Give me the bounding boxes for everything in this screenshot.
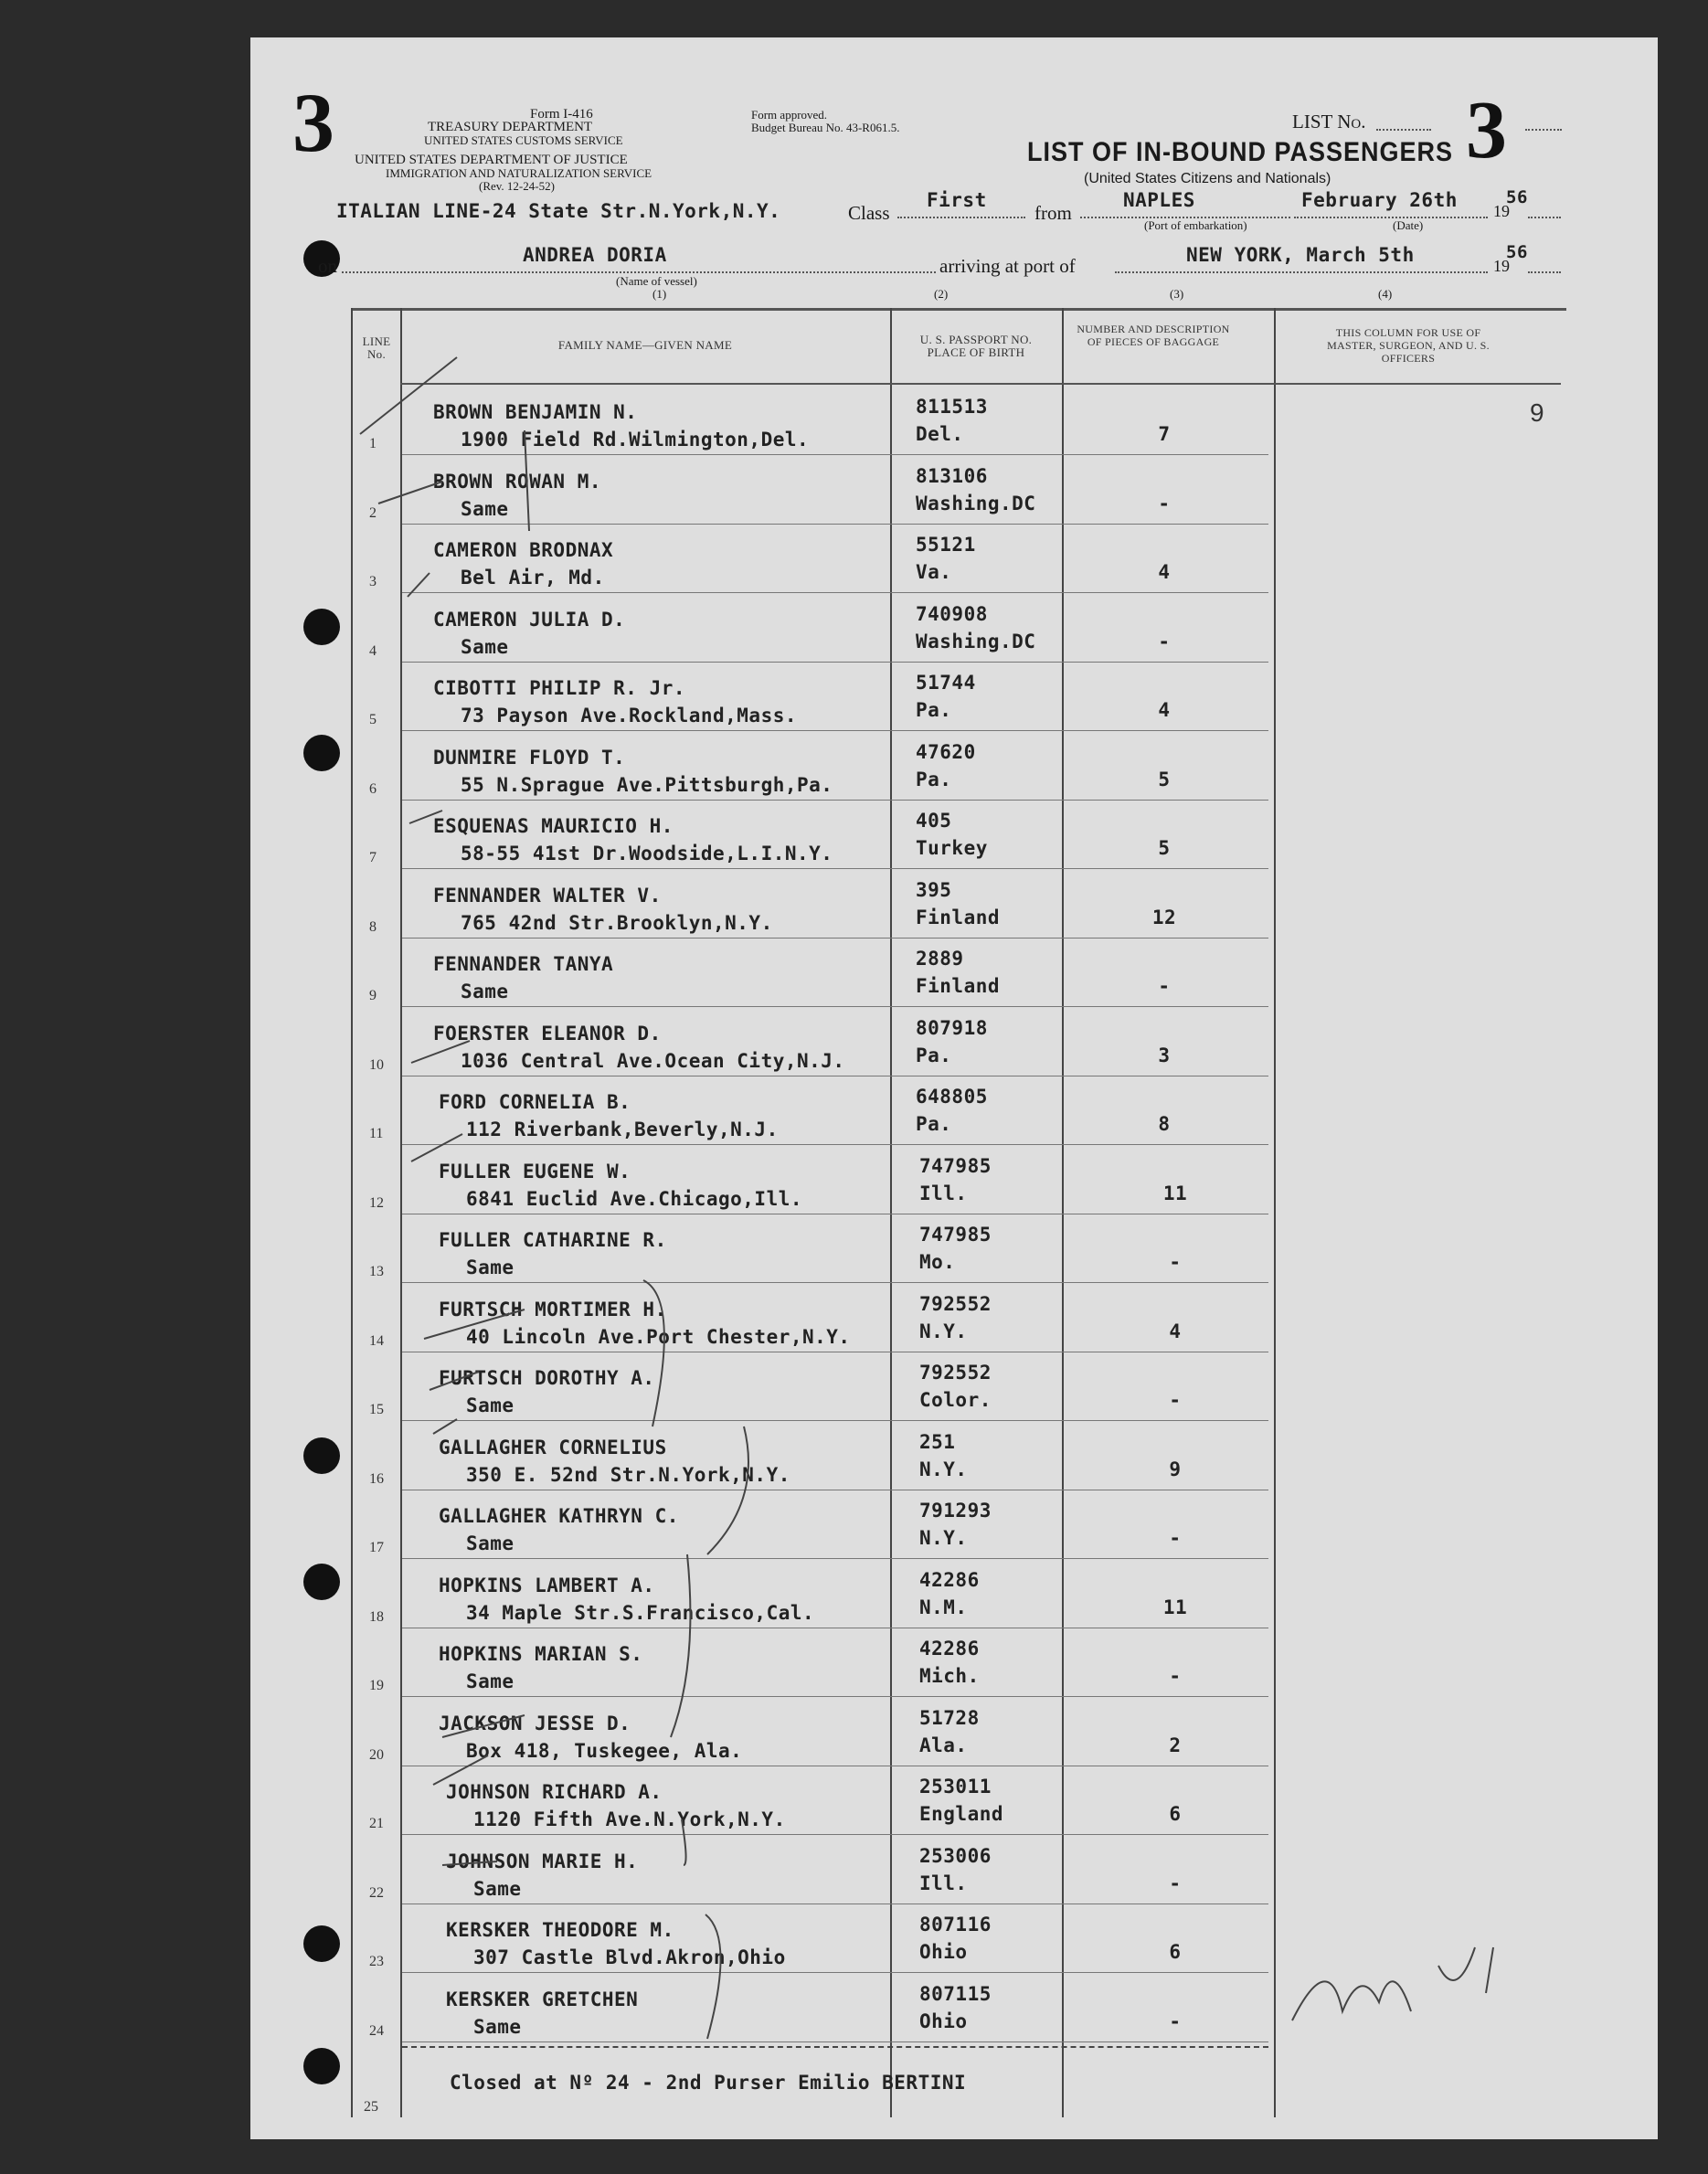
passport-number: 42286 (919, 1568, 980, 1591)
passenger-name: JACKSON JESSE D. (439, 1712, 631, 1734)
passenger-address: Box 418, Tuskegee, Ala. (466, 1739, 743, 1762)
baggage-count: 4 (1158, 699, 1171, 721)
passenger-address: Same (473, 1877, 522, 1900)
baggage-count: - (1169, 1872, 1182, 1894)
list-no-value: 3 (1466, 85, 1507, 175)
place-of-birth: England (919, 1803, 1004, 1825)
baggage-count: 3 (1158, 1044, 1171, 1066)
passenger-address: 73 Payson Ave.Rockland,Mass. (461, 705, 798, 726)
place-of-birth: Pa. (916, 768, 952, 790)
passenger-address: 40 Lincoln Ave.Port Chester,N.Y. (466, 1325, 851, 1348)
place-of-birth: Finland (916, 975, 1001, 997)
passenger-address: Same (466, 1670, 515, 1692)
line-number: 15 (369, 1402, 384, 1417)
from-label: from (1034, 202, 1072, 224)
passenger-name: BROWN ROWAN M. (433, 470, 602, 493)
embarkation-date: February 26th (1301, 189, 1458, 211)
passenger-address: 765 42nd Str.Brooklyn,N.Y. (461, 911, 773, 934)
line-number: 11 (369, 1126, 384, 1141)
line-number: 16 (369, 1470, 384, 1487)
place-of-birth: Mo. (919, 1251, 956, 1273)
passenger-name: CAMERON BRODNAX (433, 539, 614, 561)
col-header-officers: THIS COLUMN FOR USE OF MASTER, SURGEON, AND U. S. OFFICERS (1327, 326, 1490, 365)
passport-number: 251 (919, 1430, 956, 1453)
place-of-birth: Pa. (916, 1044, 952, 1066)
passenger-address: 6841 Euclid Ave.Chicago,Ill. (466, 1187, 803, 1210)
passenger-name: CAMERON JULIA D. (433, 608, 626, 631)
passenger-address: Same (466, 1257, 515, 1278)
passenger-address: 1120 Fifth Ave.N.York,N.Y. (473, 1808, 786, 1830)
ins-service: IMMIGRATION AND NATURALIZATION SERVICE (386, 166, 652, 180)
line-number: 19 (369, 1678, 384, 1693)
officer-annotation: 9 (1530, 398, 1544, 427)
passenger-name: JOHNSON MARIE H. (446, 1850, 639, 1872)
passenger-name: FORD CORNELIA B. (439, 1091, 631, 1113)
shipping-agent: ITALIAN LINE-24 State Str.N.York,N.Y. (336, 200, 781, 222)
passenger-name: HOPKINS MARIAN S. (439, 1643, 643, 1665)
vessel-name: ANDREA DORIA (523, 244, 667, 266)
baggage-count: - (1169, 1665, 1182, 1687)
passport-number: 813106 (916, 464, 988, 487)
col-num-1: (1) (652, 287, 667, 301)
passenger-address: 1036 Central Ave.Ocean City,N.J. (461, 1049, 845, 1072)
passenger-name: FURTSCH DOROTHY A. (439, 1367, 655, 1389)
place-of-birth: Washing.DC (916, 630, 1036, 652)
passenger-name: ESQUENAS MAURICIO H. (433, 815, 674, 837)
revision: (Rev. 12-24-52) (479, 179, 555, 193)
col-num-4: (4) (1378, 287, 1393, 301)
passenger-name: DUNMIRE FLOYD T. (433, 746, 626, 769)
passport-number: 253006 (919, 1844, 992, 1867)
baggage-count: 4 (1158, 561, 1171, 583)
place-of-birth: Pa. (916, 699, 952, 721)
line-number: 20 (369, 1746, 384, 1763)
year-2: 56 (1506, 242, 1528, 262)
line-number: 17 (369, 1540, 384, 1555)
closing-line-number: 25 (364, 2099, 378, 2115)
passenger-address: 112 Riverbank,Beverly,N.J. (466, 1119, 779, 1140)
date-caption: (Date) (1393, 218, 1424, 232)
year-prefix-1: 19 (1493, 202, 1510, 220)
line-number: 2 (369, 504, 377, 521)
passenger-address: 1900 Field Rd.Wilmington,Del. (461, 429, 810, 451)
baggage-count: 2 (1169, 1734, 1182, 1756)
pencil-check-marks (250, 37, 1658, 2139)
line-number: 22 (369, 1884, 384, 1901)
passenger-address: 307 Castle Blvd.Akron,Ohio (473, 1946, 786, 1968)
line-number: 8 (369, 918, 377, 935)
passport-number: 55121 (916, 534, 976, 556)
passenger-name: KERSKER THEODORE M. (446, 1919, 674, 1941)
passenger-address: Bel Air, Md. (461, 567, 605, 589)
passport-number: 395 (916, 878, 952, 901)
line-number: 12 (369, 1194, 384, 1211)
customs-service: UNITED STATES CUSTOMS SERVICE (424, 133, 623, 147)
passenger-name: BROWN BENJAMIN N. (433, 401, 638, 423)
passenger-name: FURTSCH MORTIMER H. (439, 1298, 667, 1320)
line-number: 4 (369, 642, 377, 659)
place-of-birth: Ill. (919, 1182, 968, 1204)
place-of-birth: N.Y. (919, 1320, 968, 1342)
baggage-count: - (1169, 2010, 1182, 2032)
treasury-dept: TREASURY DEPARTMENT (428, 120, 593, 134)
form-number: Form I-416 (530, 107, 593, 122)
passenger-address: Same (461, 497, 509, 520)
passport-number: 2889 (916, 948, 964, 970)
passenger-address: 34 Maple Str.S.Francisco,Cal. (466, 1601, 815, 1624)
port-caption: (Port of embarkation) (1144, 218, 1247, 232)
passenger-address: 350 E. 52nd Str.N.York,N.Y. (466, 1463, 790, 1486)
baggage-count: - (1169, 1251, 1182, 1273)
baggage-count: 6 (1169, 1941, 1182, 1963)
form-title: LIST OF IN-BOUND PASSENGERS (1027, 136, 1454, 167)
baggage-count: 4 (1169, 1320, 1182, 1342)
line-number: 7 (369, 850, 377, 865)
place-of-birth: Ala. (919, 1734, 968, 1756)
baggage-count: - (1158, 975, 1171, 997)
place-of-birth: N.M. (919, 1596, 968, 1618)
col-header-name: FAMILY NAME—GIVEN NAME (557, 338, 733, 352)
baggage-count: 6 (1169, 1803, 1182, 1825)
col-header-passport: U. S. PASSPORT NO. PLACE OF BIRTH (919, 333, 1033, 359)
place-of-birth: Turkey (916, 837, 988, 859)
passenger-address: Same (466, 1395, 515, 1416)
baggage-count: 12 (1151, 906, 1177, 928)
passenger-name: JOHNSON RICHARD A. (446, 1781, 663, 1803)
corner-list-number: 3 (292, 76, 334, 169)
baggage-count: 5 (1158, 837, 1171, 859)
place-of-birth: N.Y. (919, 1527, 968, 1549)
arriving-label: arriving at port of (939, 255, 1076, 277)
passport-number: 791293 (919, 1500, 992, 1522)
passenger-address: Same (473, 2015, 522, 2038)
passenger-name: GALLAGHER CORNELIUS (439, 1436, 667, 1458)
line-number: 9 (369, 988, 377, 1003)
passport-number: 47620 (916, 740, 976, 763)
place-of-birth: N.Y. (919, 1458, 968, 1480)
line-number: 24 (369, 2022, 384, 2039)
year-1: 56 (1506, 187, 1528, 207)
place-of-birth: Mich. (919, 1665, 980, 1687)
line-number: 14 (369, 1332, 384, 1349)
passenger-address: 55 N.Sprague Ave.Pittsburgh,Pa. (461, 773, 833, 796)
baggage-count: - (1169, 1389, 1182, 1411)
passport-number: 807116 (919, 1914, 992, 1935)
col-header-baggage: NUMBER AND DESCRIPTION OF PIECES OF BAGGAGE (1077, 323, 1230, 348)
passenger-name: FULLER EUGENE W. (439, 1160, 631, 1182)
line-number: 6 (369, 780, 377, 797)
passport-number: 740908 (916, 602, 988, 625)
form-subtitle: (United States Citizens and Nationals) (1084, 171, 1331, 186)
passport-number: 807918 (916, 1016, 988, 1039)
port-of-embarkation: NAPLES (1123, 189, 1195, 211)
place-of-birth: Ohio (919, 2010, 968, 2032)
place-of-birth: Del. (916, 423, 964, 445)
passenger-name: FENNANDER TANYA (433, 953, 614, 975)
place-of-birth: Finland (916, 906, 1001, 928)
form-approved: Form approved. (751, 108, 828, 122)
baggage-count: - (1158, 492, 1171, 514)
line-number: 13 (369, 1264, 384, 1279)
line-number: 5 (369, 712, 377, 727)
closing-note: Closed at Nº 24 - 2nd Purser Emilio BERTINI (450, 2072, 967, 2094)
place-of-birth: Color. (919, 1389, 992, 1411)
passenger-name: GALLAGHER KATHRYN C. (439, 1505, 679, 1527)
passenger-name: FENNANDER WALTER V. (433, 884, 662, 907)
passenger-address: Same (466, 1532, 515, 1554)
passenger-name: FULLER CATHARINE R. (439, 1229, 667, 1251)
passport-number: 648805 (916, 1086, 988, 1108)
baggage-count: 8 (1158, 1113, 1171, 1135)
line-number: 3 (369, 574, 377, 589)
line-number: 1 (369, 436, 377, 451)
place-of-birth: Pa. (916, 1113, 952, 1135)
place-of-birth: Ill. (919, 1872, 968, 1894)
vessel-caption: (Name of vessel) (616, 274, 697, 288)
col-header-line-no: LINE No. (362, 334, 391, 361)
budget-bureau: Budget Bureau No. 43-R061.5. (751, 121, 900, 134)
place-of-birth: Va. (916, 561, 952, 583)
passenger-name: FOERSTER ELEANOR D. (433, 1022, 662, 1045)
col-num-3: (3) (1170, 287, 1184, 301)
passport-number: 811513 (916, 396, 988, 418)
class-label: Class (848, 202, 890, 224)
passport-number: 792552 (919, 1292, 992, 1315)
passport-number: 747985 (919, 1154, 992, 1177)
passenger-name: HOPKINS LAMBERT A. (439, 1574, 655, 1596)
line-number: 23 (369, 1954, 384, 1969)
passport-number: 42286 (919, 1638, 980, 1660)
line-number: 18 (369, 1608, 384, 1625)
arrival-port-date: NEW YORK, March 5th (1186, 244, 1415, 266)
on-label: on (318, 255, 337, 277)
baggage-count: 11 (1162, 1182, 1188, 1204)
year-prefix-2: 19 (1493, 257, 1510, 275)
passport-number: 253011 (919, 1776, 992, 1798)
baggage-count: - (1158, 630, 1171, 652)
passenger-address: 58-55 41st Dr.Woodside,L.I.N.Y. (461, 843, 833, 864)
passport-number: 792552 (919, 1362, 992, 1384)
passport-number: 405 (916, 810, 952, 832)
class-value: First (927, 189, 987, 211)
passenger-name: KERSKER GRETCHEN (446, 1988, 639, 2010)
line-number: 10 (369, 1056, 384, 1073)
col-num-2: (2) (934, 287, 949, 301)
passenger-address: Same (461, 635, 509, 658)
justice-dept: UNITED STATES DEPARTMENT OF JUSTICE (355, 153, 628, 167)
passenger-name: CIBOTTI PHILIP R. Jr. (433, 677, 686, 699)
baggage-count: 9 (1169, 1458, 1182, 1480)
baggage-count: 5 (1158, 768, 1171, 790)
baggage-count: - (1169, 1527, 1182, 1549)
list-no-label: LIST No. (1292, 111, 1366, 133)
place-of-birth: Washing.DC (916, 492, 1036, 514)
baggage-count: 7 (1158, 423, 1171, 445)
baggage-count: 11 (1162, 1596, 1188, 1618)
place-of-birth: Ohio (919, 1941, 968, 1963)
manifest-page (250, 37, 1658, 2139)
passport-number: 51744 (916, 672, 976, 694)
passport-number: 51728 (919, 1706, 980, 1729)
passport-number: 807115 (919, 1982, 992, 2005)
passenger-address: Same (461, 981, 509, 1002)
line-number: 21 (369, 1816, 384, 1831)
passport-number: 747985 (919, 1224, 992, 1246)
